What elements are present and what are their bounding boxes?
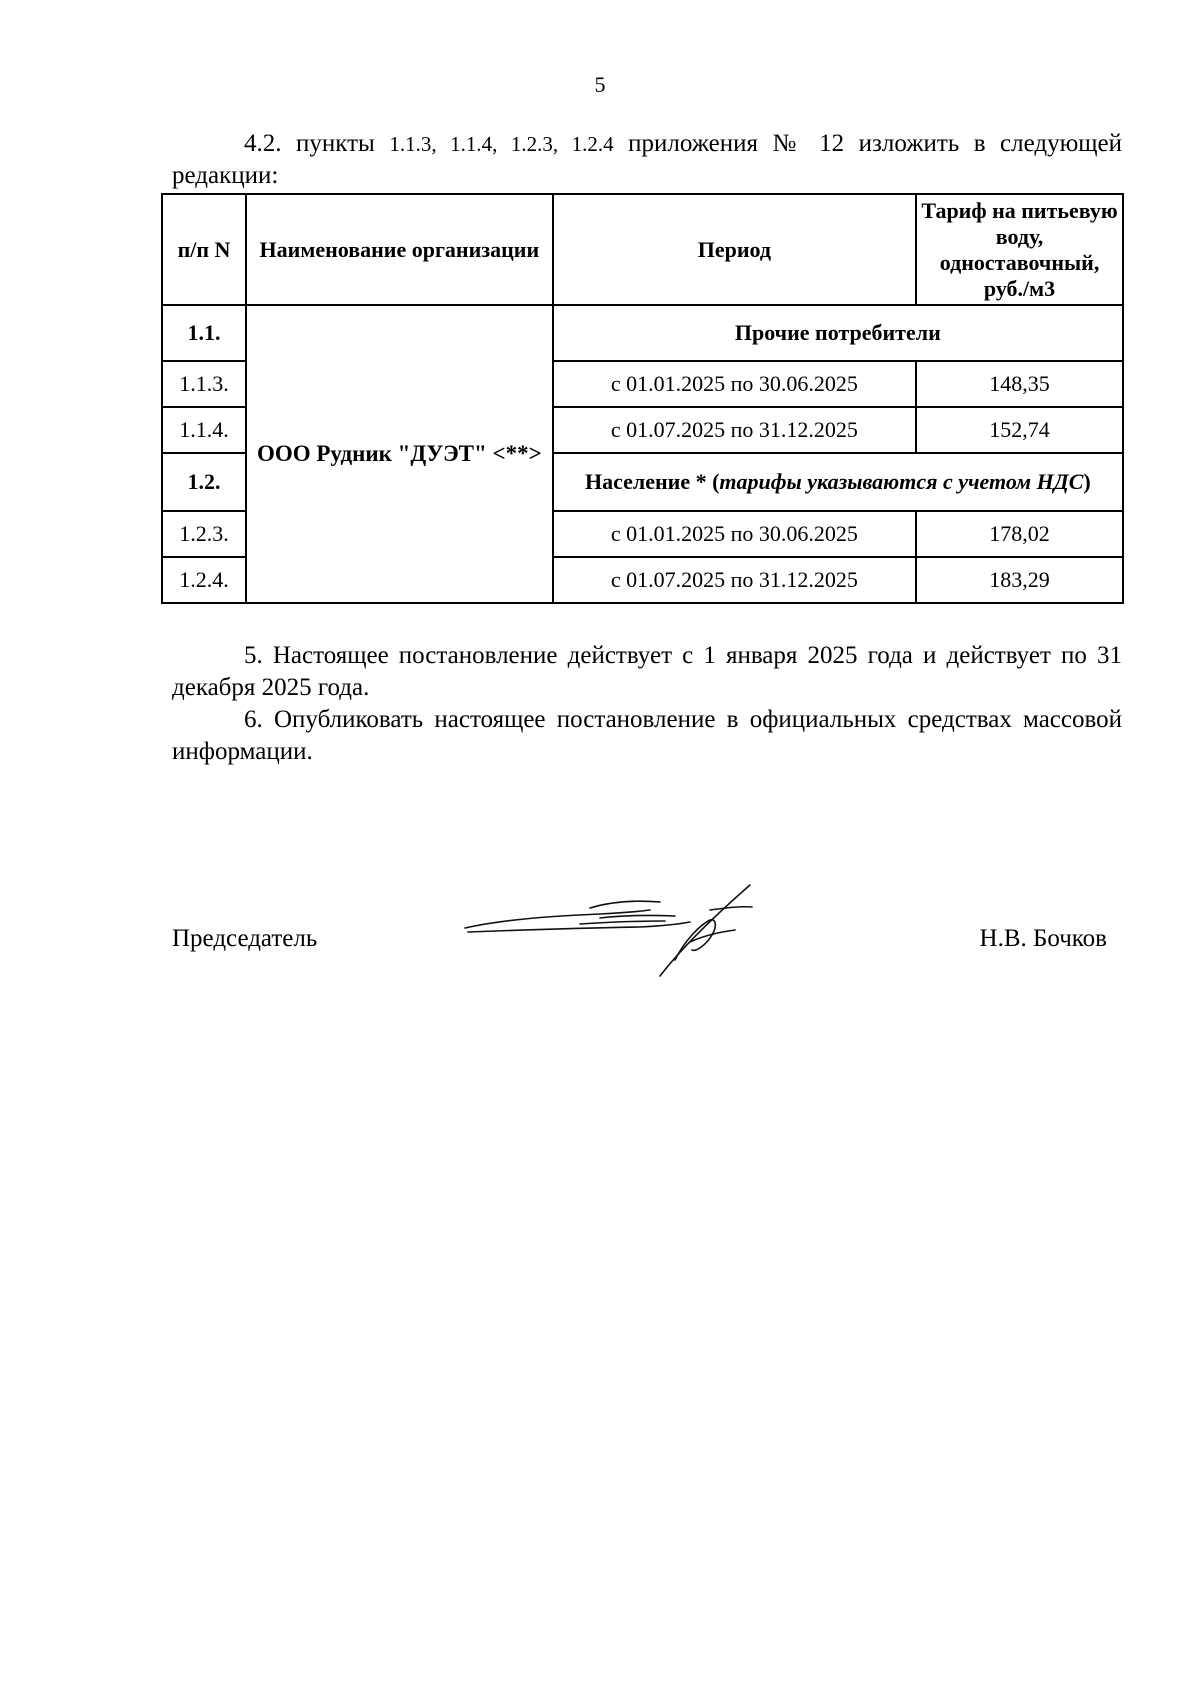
paragraph-5	[172, 640, 1122, 704]
intro-paragraph	[172, 128, 1122, 192]
row-tariff: 183,29	[916, 557, 1123, 603]
group-2-num: 1.2.	[162, 453, 246, 511]
row-num: 1.1.4.	[162, 407, 246, 453]
handwritten-signature	[460, 880, 780, 990]
organization-cell: ООО Рудник "ДУЭТ" <**>	[246, 305, 553, 603]
row-tariff: 178,02	[916, 511, 1123, 557]
tariff-table	[161, 193, 1124, 604]
group-2-label-italic: тарифы указываются с учетом	[719, 469, 1037, 494]
header-num: п/п N	[162, 194, 246, 305]
row-tariff: 148,35	[916, 361, 1123, 407]
header-org: Наименование организации	[246, 194, 553, 305]
group-2-label	[553, 453, 1123, 511]
row-num: 1.2.3.	[162, 511, 246, 557]
group-1-num: 1.1.	[162, 305, 246, 361]
row-period: с 01.07.2025 по 31.12.2025	[553, 557, 916, 603]
signature-name: Н.В. Бочков	[979, 925, 1107, 952]
table-header-row	[162, 194, 1123, 305]
intro-prefix: 4.2. пункты	[244, 130, 390, 157]
group-1-label: Прочие потребители	[553, 305, 1123, 361]
group-2-label-vat: НДС	[1036, 469, 1084, 494]
row-period: с 01.07.2025 по 31.12.2025	[553, 407, 916, 453]
signature-role: Председатель	[172, 925, 318, 952]
intro-items: 1.1.3, 1.1.4, 1.2.3, 1.2.4	[389, 132, 614, 156]
group-2-label-close: )	[1083, 469, 1091, 494]
page-number: 5	[594, 72, 606, 97]
row-num: 1.2.4.	[162, 557, 246, 603]
row-period: с 01.01.2025 по 30.06.2025	[553, 511, 916, 557]
row-period: с 01.01.2025 по 30.06.2025	[553, 361, 916, 407]
intro-suffix: приложения № 12 изложить в следующей редакции:	[172, 130, 1122, 189]
row-num: 1.1.3.	[162, 361, 246, 407]
paragraph-6-text: 6. Опубликовать настоящее постановление в официальных средствах массовой информации.	[172, 706, 1122, 765]
paragraph-6	[172, 704, 1122, 768]
paragraph-5-text: 5. Настоящее постановление действует с 1 января 2025 года и действует по 31 декабря 2025 года.	[172, 642, 1122, 701]
header-tariff: Тариф на питьевую воду, одноставочный, руб./м3	[916, 194, 1123, 305]
table-row-group-1	[162, 305, 1123, 361]
row-tariff: 152,74	[916, 407, 1123, 453]
group-2-label-main: Население * (	[584, 469, 720, 494]
header-period: Период	[553, 194, 916, 305]
